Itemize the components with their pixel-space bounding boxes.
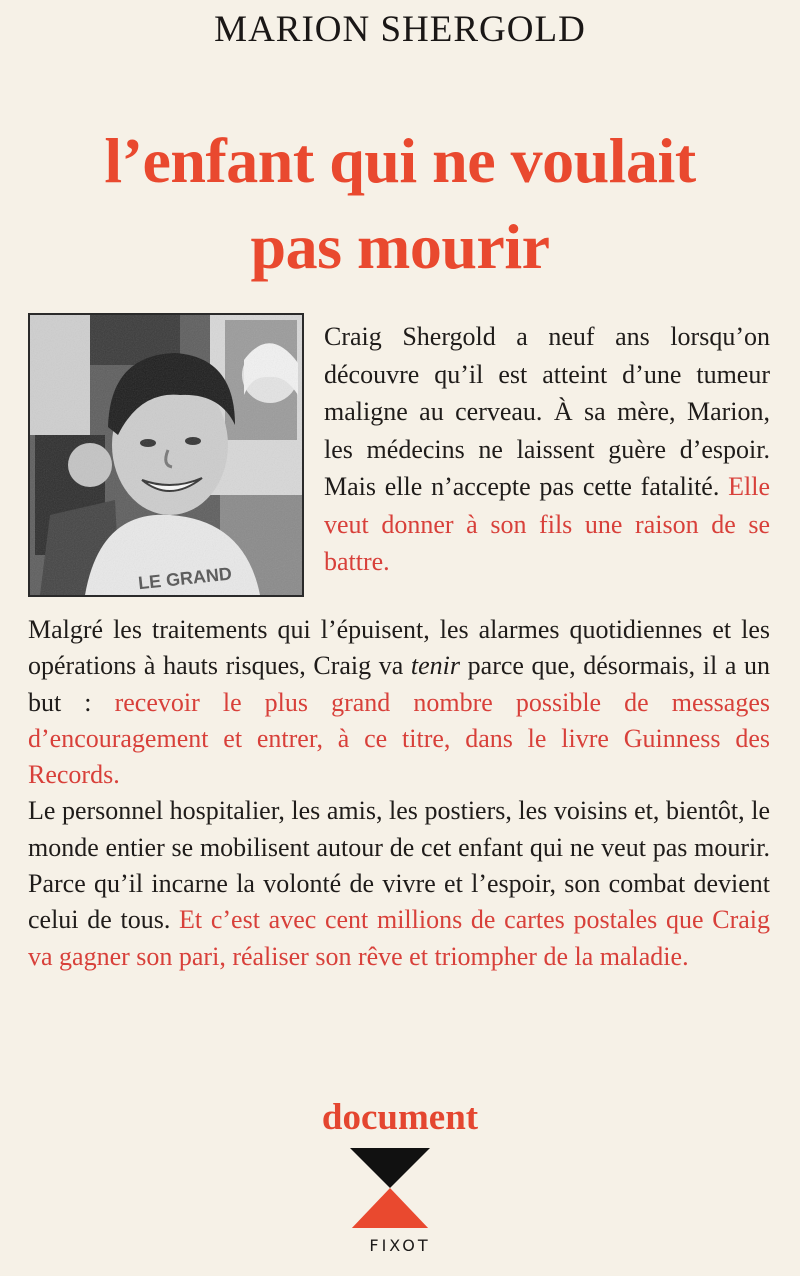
paragraph-3	[28, 793, 770, 974]
fixot-logo-icon	[350, 1148, 430, 1228]
paragraph-2-text-a: Malgré les traitements qui l’épuisent, les alarmes quotidiennes et les opérations à hauts risques, Craig va	[28, 615, 770, 681]
body-paragraphs	[28, 612, 770, 975]
intro-text: Craig Shergold a neuf ans lorsqu’on découvre qu’il est atteint d’une tumeur maligne au cerveau. À sa mère, Marion, les médecins ne laissent guère d’espoir. Mais elle n’accepte pas cette fatalité.	[324, 322, 770, 501]
intro-highlight: Elle veut donner à son fils une raison de se battre.	[324, 472, 771, 576]
book-title	[0, 118, 800, 290]
cover-photo	[28, 313, 304, 597]
paragraph-2-italic: tenir	[410, 651, 461, 681]
title-line-1: l’enfant qui ne voulait	[104, 125, 696, 196]
paragraph-2-text-b: parce que, désormais, il a un but :	[28, 651, 770, 717]
paragraph-2-highlight: recevoir le plus grand nombre possible de messages d’encouragement et entrer, à ce titre, dans le livre Guinness des Records.	[28, 687, 770, 790]
paragraph-3-highlight: Et c’est avec cent millions de cartes postales que Craig va gagner son pari, réaliser son rêve et triompher de la maladie.	[28, 905, 770, 971]
paragraph-3-text: Le personnel hospitalier, les amis, les postiers, les voisins et, bientôt, le monde entier se mobilisent autour de cet enfant qui ne veut pas mourir. Parce qu’il incarne la volonté de vivre et l’espoir, son combat devient celui de tous.	[28, 796, 770, 935]
boy-photo-illustration	[30, 315, 302, 595]
title-line-2: pas mourir	[250, 211, 550, 282]
publisher-name: FIXOT	[369, 1236, 431, 1255]
intro-paragraph	[324, 318, 770, 581]
author-name: MARION SHERGOLD	[214, 9, 586, 50]
paragraph-2	[28, 612, 770, 793]
series-label: document	[321, 1097, 479, 1138]
